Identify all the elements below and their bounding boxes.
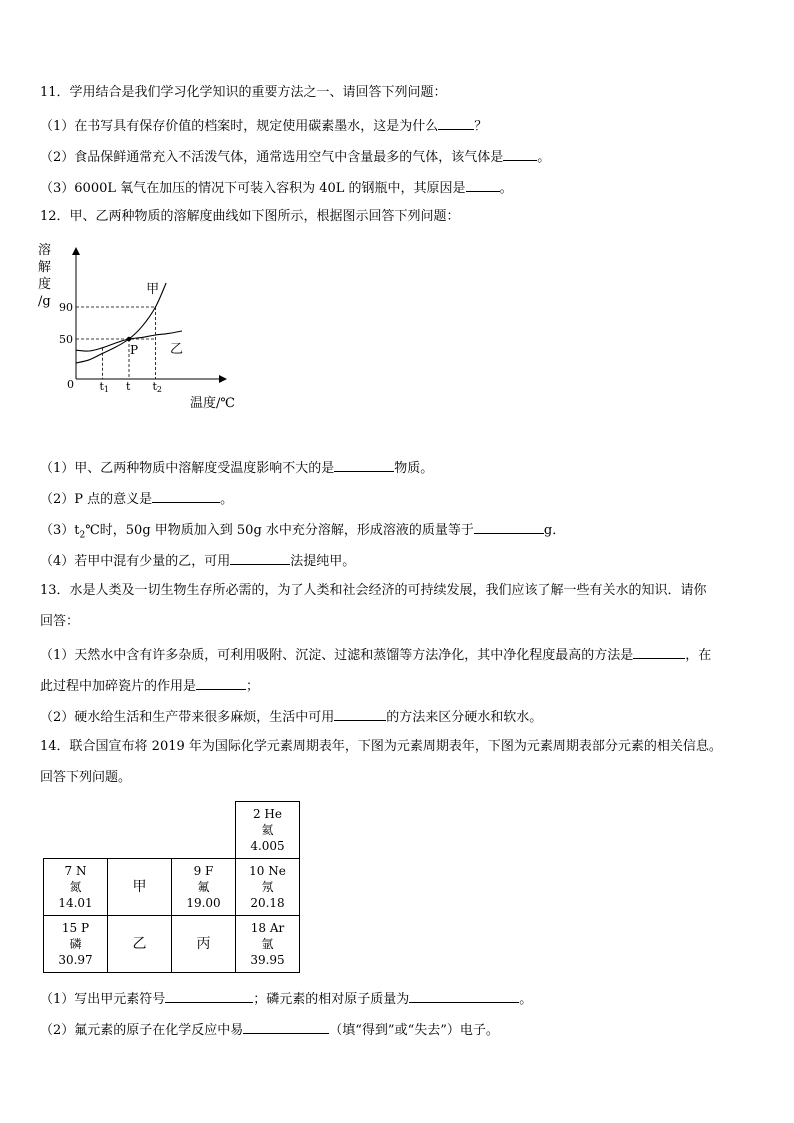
q11-stem: 11．学用结合是我们学习化学知识的重要方法之一、请回答下列问题： [40,85,447,100]
answer-blank[interactable] [152,488,220,503]
answer-blank[interactable] [409,988,519,1003]
q12-part1: （1）甲、乙两种物质中溶解度受温度影响不大的是 物质。 [40,457,433,478]
element-cell-ar: 18 Ar 氩 39.95 [236,916,300,973]
empty-cell [108,802,172,859]
element-cell-f: 9 F 氟 19.00 [172,859,236,916]
q13-part2: （2）硬水给生活和生产带来很多麻烦，生活中可用 的方法来区分硬水和软水。 [40,706,542,727]
y-tick-label-50: 50 [59,333,73,346]
answer-blank[interactable] [196,675,246,690]
answer-blank[interactable] [466,177,500,192]
q13-stem: 13．水是人类及一切生物生存所必需的，为了人类和社会经济的可持续发展，我们应该了解一些有关水的知识．请你 [40,583,707,598]
point-p-label: P [130,343,139,357]
answer-blank[interactable] [165,988,253,1003]
q14-stem: 14．联合国宣布将 2019 年为国际化学元素周期表年，下图为元素周期表年，下图为元素周期表部分元素的相关信息。 [40,739,722,754]
element-cell-he: 2 He 氦 4.005 [236,802,300,859]
q12-part2: （2）P 点的意义是 。 [40,488,233,509]
q14-part1: （1）写出甲元素符号 ；磷元素的相对原子质量为 。 [40,988,532,1009]
point-p [127,337,131,341]
answer-blank[interactable] [334,706,386,721]
q14-stem-cont: 回答下列问题。 [40,770,132,785]
origin-label: 0 [67,378,74,391]
answer-blank[interactable] [633,644,685,659]
y-axis-label-char: 解 [38,260,52,275]
answer-blank[interactable] [230,550,290,565]
element-cell-n: 7 N 氮 14.01 [44,859,108,916]
element-cell-bing: 丙 [172,916,236,973]
q11-part3: （3）6000L 氧气在加压的情况下可装入容积为 40L 的钢瓶中，其原因是 。 [40,177,513,198]
y-tick-label-90: 90 [59,301,73,314]
x-axis-label: 温度/℃ [190,396,235,411]
series-label-jia: 甲 [146,282,160,297]
q14-part2: （2）氟元素的原子在化学反应中易 （填“得到”或“失去”）电子。 [40,1019,499,1040]
y-axis-label-char: 度 [38,277,52,292]
y-axis-label [38,242,51,309]
answer-blank[interactable] [503,146,537,161]
answer-blank[interactable] [474,519,544,534]
x-tick-label-t2: t2 [152,380,163,394]
answer-blank[interactable] [334,457,394,472]
q11-part2: （2）食品保鲜通常充入不活泼气体，通常选用空气中含量最多的气体，该气体是 。 [40,146,550,167]
q13-part1: （1）天然水中含有许多杂质，可利用吸附、沉淀、过滤和蒸馏等方法净化，其中净化程度最高的方法是 ，在 [40,644,711,665]
answer-blank[interactable] [243,1019,329,1034]
empty-cell [44,802,108,859]
series-label-yi: 乙 [170,342,184,357]
x-tick-label-t: t [126,380,131,393]
q12-stem: 12．甲、乙两种物质的溶解度曲线如下图所示，根据图示回答下列问题： [40,209,460,224]
q12-part3: $(3)t_2℃$时，50g 甲物质加入到 50g 水中充分溶解，形成溶液的质量等于 g． [40,519,565,545]
q13-part1-cont: 此过程中加碎瓷片的作用是 ； [40,675,259,696]
q12-part4: （4）若甲中混有少量的乙，可用 法提纯甲。 [40,550,355,571]
element-cell-yi: 乙 [108,916,172,973]
element-cell-p: 15 P 磷 30.97 [44,916,108,973]
empty-cell [172,802,236,859]
solubility-chart [36,240,246,415]
answer-blank[interactable] [438,115,474,130]
y-axis-label-char: 溶 [38,243,52,258]
y-axis-label-char: /g [38,294,51,309]
q13-stem-cont: 回答： [40,614,80,629]
q11-part1: （1）在书写具有保存价值的档案时，规定使用碳素墨水，这是为什么 ？ [40,115,487,136]
element-cell-jia: 甲 [108,859,172,916]
periodic-table-excerpt [43,801,300,973]
element-cell-ne: 10 Ne 氖 20.18 [236,859,300,916]
x-tick-label-t1: t1 [99,380,110,394]
